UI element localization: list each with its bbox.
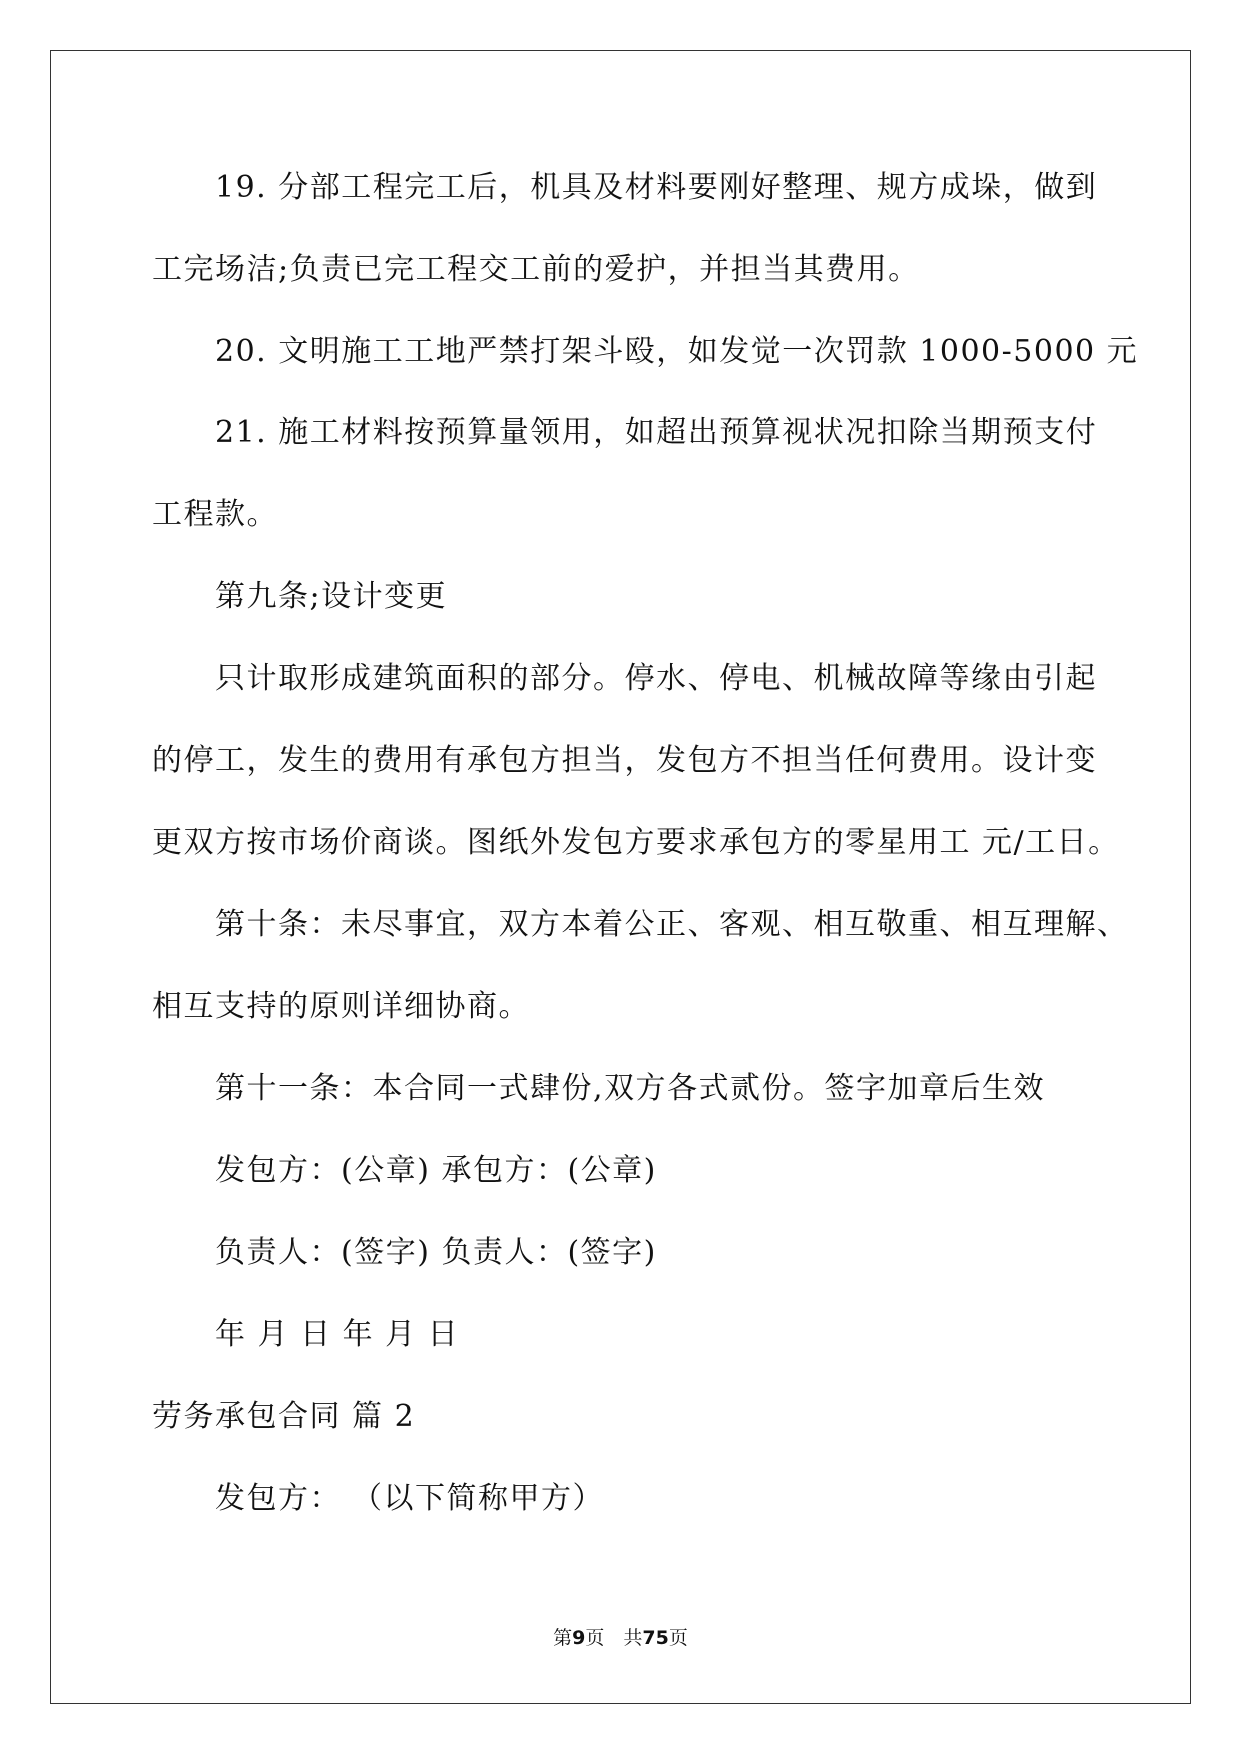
total-pages: 75	[642, 1627, 669, 1649]
footer-middle: 页 共	[585, 1627, 643, 1649]
paragraph-line: 更双方按市场价商谈。图纸外发包方要求承包方的零星用工 元/工日。	[152, 825, 1120, 860]
paragraph-line: 20. 文明施工工地严禁打架斗殴，如发觉一次罚款 1000-5000 元	[215, 334, 1139, 369]
page-border	[50, 50, 1191, 1704]
signature-line: 负责人：(签字) 负责人：(签字)	[215, 1235, 657, 1270]
paragraph-line: 19. 分部工程完工后，机具及材料要刚好整理、规方成垛，做到	[215, 170, 1098, 205]
footer-suffix: 页	[668, 1627, 688, 1649]
paragraph-line: 发包方： （以下简称甲方）	[215, 1481, 605, 1516]
paragraph-line: 工程款。	[152, 497, 278, 532]
footer-prefix: 第	[553, 1627, 573, 1649]
paragraph-line: 的停工，发生的费用有承包方担当，发包方不担当任何费用。设计变	[152, 743, 1097, 778]
page-footer	[0, 1626, 1241, 1650]
signature-line: 发包方：(公章) 承包方：(公章)	[215, 1153, 657, 1188]
page-number: 9	[572, 1627, 586, 1649]
section-heading: 第九条;设计变更	[215, 579, 448, 614]
document-subtitle: 劳务承包合同 篇 2	[152, 1399, 416, 1434]
paragraph-line: 只计取形成建筑面积的部分。停水、停电、机械故障等缘由引起	[215, 661, 1097, 696]
paragraph-line: 工完场洁;负责已完工程交工前的爱护，并担当其费用。	[152, 252, 920, 287]
paragraph-line: 第十一条：本合同一式肆份,双方各式贰份。签字加章后生效	[215, 1071, 1046, 1106]
date-line: 年 月 日 年 月 日	[215, 1317, 460, 1352]
paragraph-line: 第十条：未尽事宜，双方本着公正、客观、相互敬重、相互理解、	[215, 907, 1129, 942]
paragraph-line: 21. 施工材料按预算量领用，如超出预算视状况扣除当期预支付	[215, 415, 1098, 450]
paragraph-line: 相互支持的原则详细协商。	[152, 989, 530, 1024]
